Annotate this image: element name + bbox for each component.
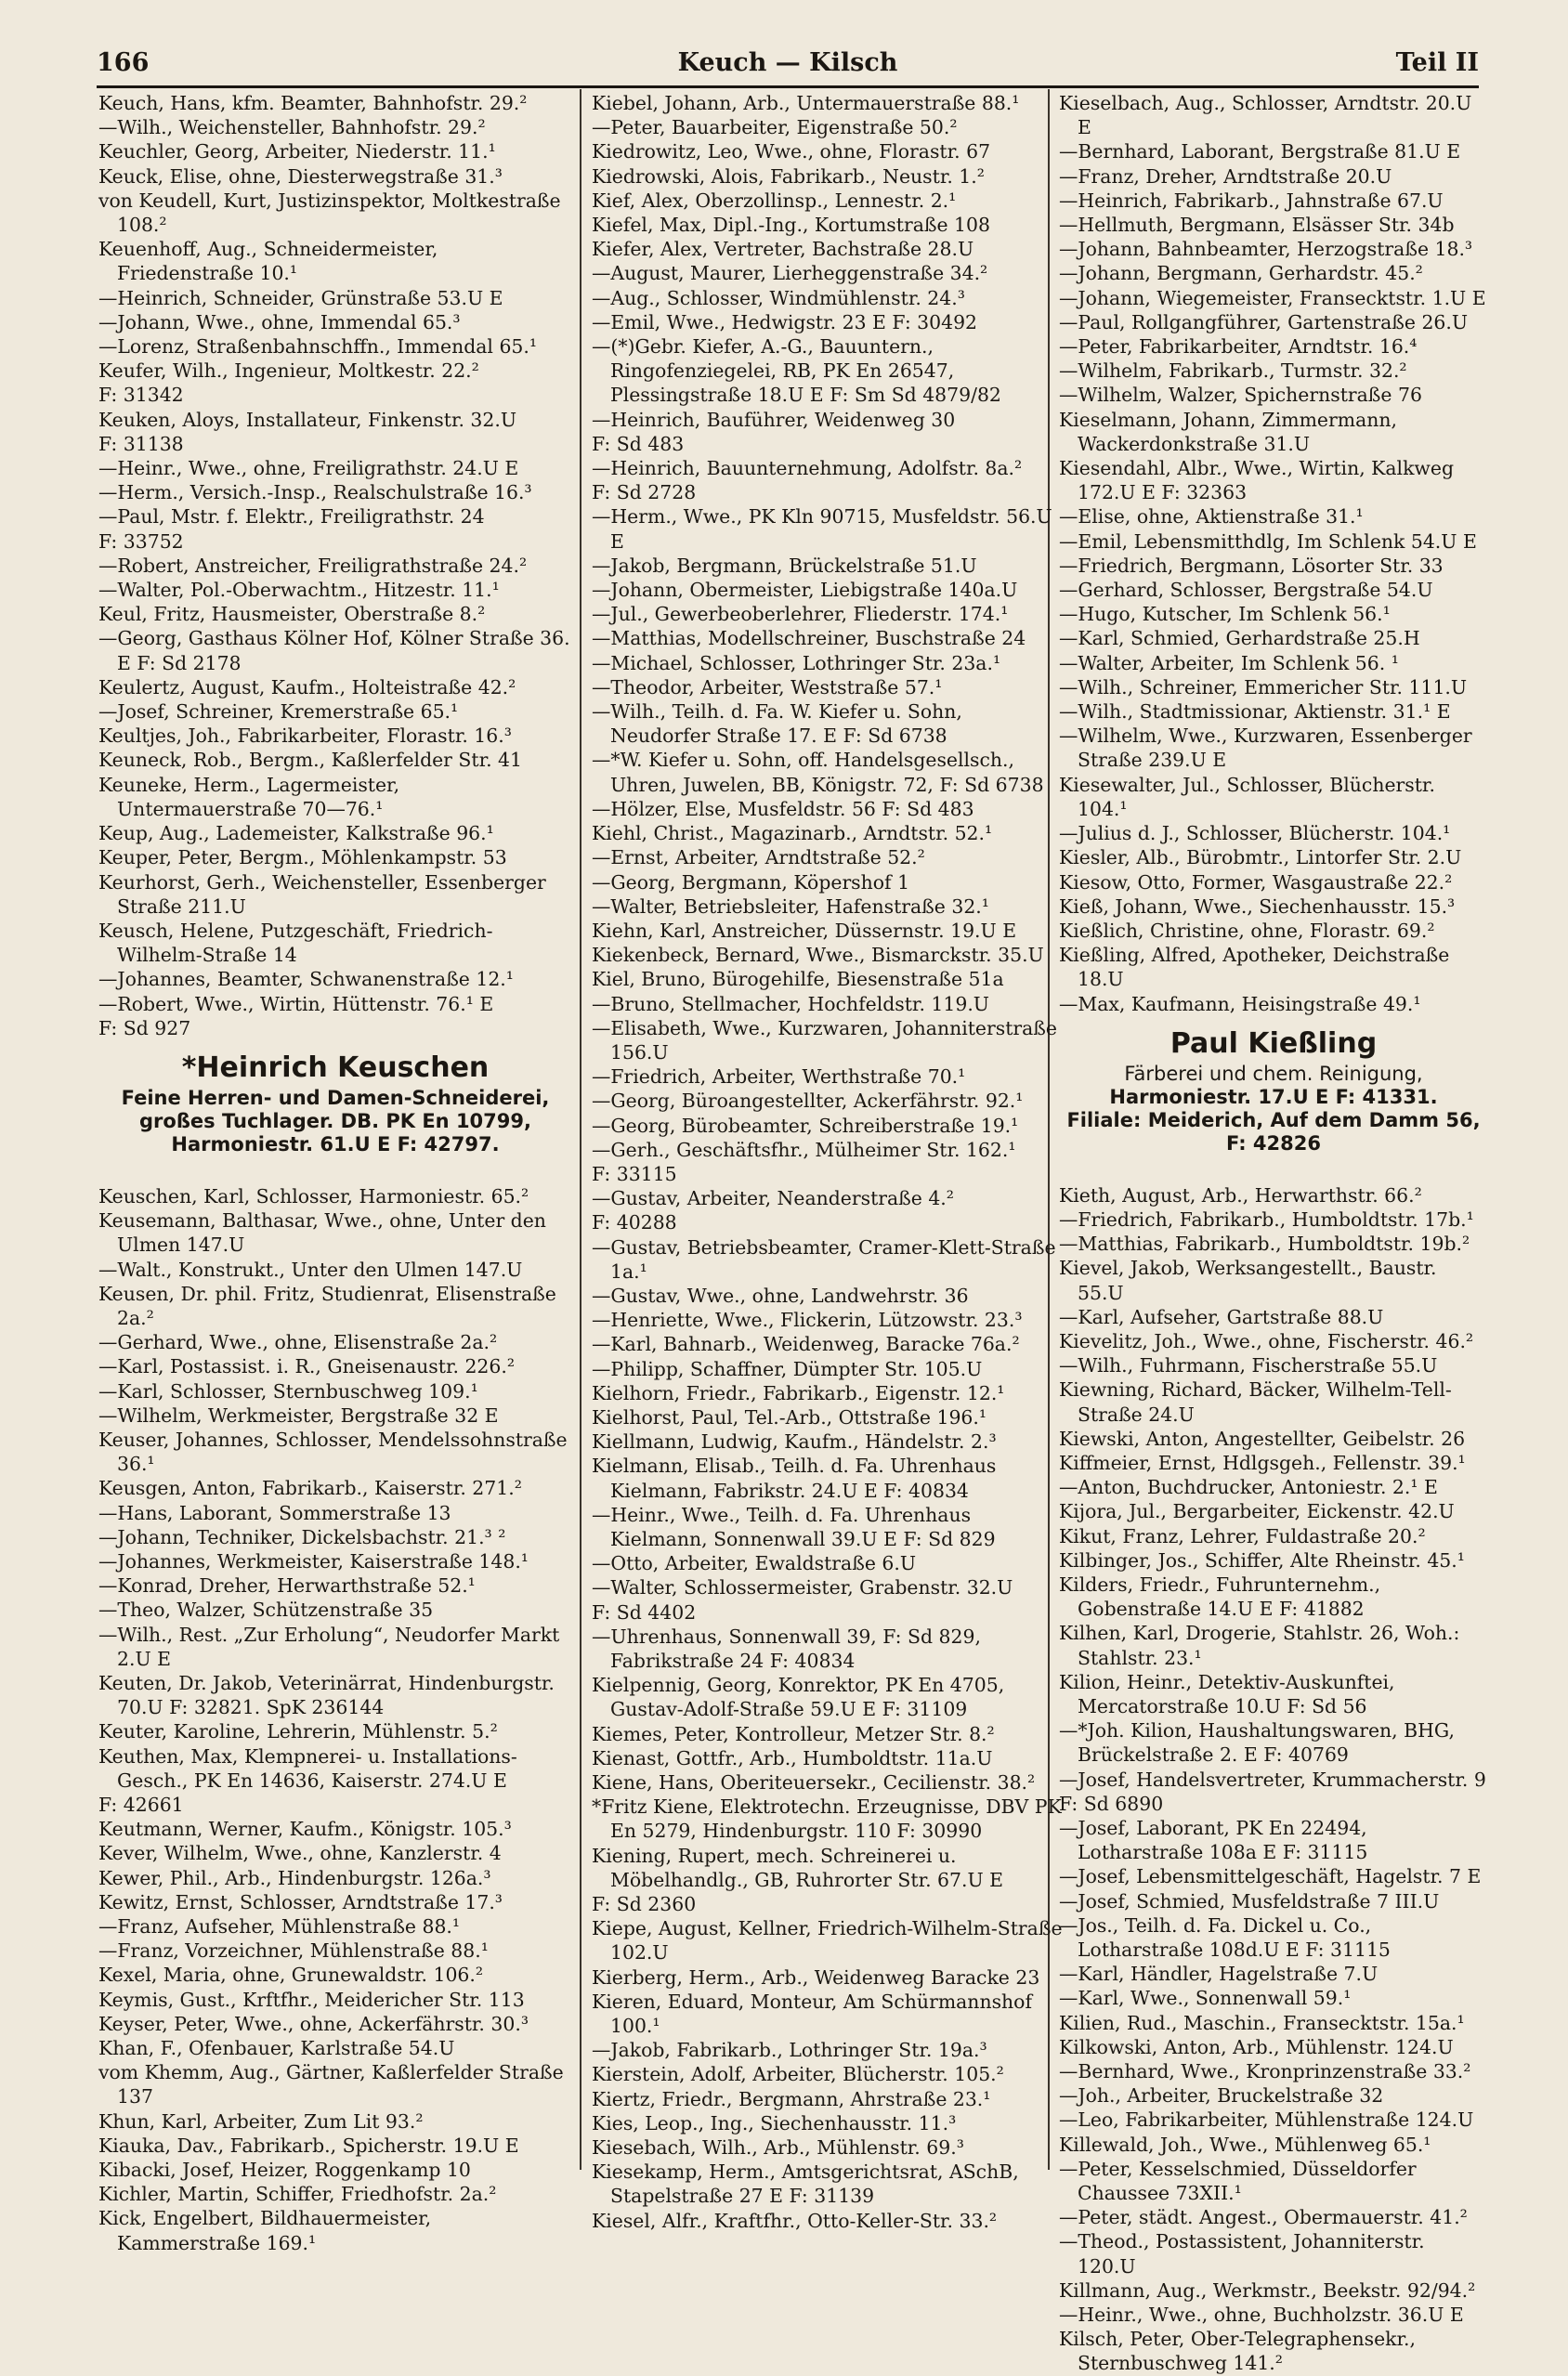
directory-entry: Kießlich, Christine, ohne, Florastr. 69.² bbox=[1059, 919, 1435, 942]
directory-entry: —Josef, Schmied, Musfeldstraße 7 III.U bbox=[1059, 1889, 1440, 1913]
directory-entry: —Friedrich, Bergmann, Lösorter Str. 33 bbox=[1059, 554, 1444, 577]
directory-entry: Kibacki, Josef, Heizer, Roggenkamp 10 bbox=[98, 2159, 471, 2182]
directory-entry: Kiesendahl, Albr., Wwe., Wirtin, Kalkweg 172.U E F: 32363 bbox=[1059, 457, 1455, 504]
directory-entry: Khun, Karl, Arbeiter, Zum Lit 93.² bbox=[98, 2109, 424, 2133]
directory-entry: Kiesewalter, Jul., Schlosser, Blücherstr. 104.¹ bbox=[1059, 773, 1435, 820]
directory-entry: Kilders, Friedr., Fuhrunternehm., Gobenstraße 14.U E F: 41882 bbox=[1059, 1573, 1381, 1621]
directory-entry: Kiefer, Alex, Vertreter, Bachstraße 28.U bbox=[592, 238, 974, 261]
directory-entry: Kiebel, Johann, Arb., Untermauerstraße 88.¹ bbox=[592, 92, 1020, 114]
directory-entry: —Georg, Büroangestellter, Ackerfährstr. 92.¹ bbox=[592, 1090, 1024, 1113]
directory-entry: —Heinr., Wwe., ohne, Freiligrathstr. 24.U E bbox=[98, 457, 519, 480]
advertisement-line: großes Tuchlager. DB. PK En 10799, bbox=[139, 1109, 531, 1132]
directory-entry: —Gerhard, Schlosser, Bergstraße 54.U bbox=[1059, 579, 1433, 602]
directory-entry: F: Sd 6890 bbox=[1059, 1792, 1164, 1815]
directory-entry: —Karl, Aufseher, Gartstraße 88.U bbox=[1059, 1305, 1384, 1328]
directory-entry: Kies, Leop., Ing., Siechenhausstr. 11.³ bbox=[592, 2111, 957, 2134]
directory-entry: Kiedrowski, Alois, Fabrikarb., Neustr. 1.² bbox=[592, 164, 985, 188]
directory-entry: —Walter, Pol.-Oberwachtm., Hitzestr. 11.¹ bbox=[98, 579, 500, 602]
directory-entry: —Theo, Walzer, Schützenstraße 35 bbox=[98, 1599, 434, 1622]
directory-entry: —Matthias, Fabrikarb., Humboldtstr. 19b.² bbox=[1059, 1233, 1470, 1256]
directory-entry: Kievel, Jakob, Werksangestellt., Baustr. 55.U bbox=[1059, 1257, 1437, 1304]
directory-entry: —Bernhard, Laborant, Bergstraße 81.U E bbox=[1059, 140, 1461, 163]
directory-entry: Kiehn, Karl, Anstreicher, Düssernstr. 19.U E bbox=[592, 919, 1017, 942]
directory-entry: —Karl, Händler, Hagelstraße 7.U bbox=[1059, 1963, 1379, 1986]
page-range: Keuch — Kilsch bbox=[677, 48, 898, 77]
directory-entry: —Heinrich, Fabrikarb., Jahnstraße 67.U bbox=[1059, 189, 1444, 212]
directory-entry: Kiertz, Friedr., Bergmann, Ahrstraße 23.¹ bbox=[592, 2087, 991, 2110]
directory-entry: Kiffmeier, Ernst, Hdlgsgeh., Fellenstr. 39.¹ bbox=[1059, 1451, 1466, 1474]
directory-entry: —Wilhelm, Wwe., Kurzwaren, Essenberger Straße 239.U E bbox=[1059, 725, 1472, 772]
directory-entry: —Walter, Arbeiter, Im Schlenk 56. ¹ bbox=[1059, 651, 1399, 674]
directory-entry: —*W. Kiefer u. Sohn, off. Handelsgesellsch., Uhren, Juwelen, BB, Königstr. 72, F: Sd 6738 bbox=[592, 749, 1044, 796]
directory-entry: Kiewning, Richard, Bäcker, Wilhelm-Tell-Straße 24.U bbox=[1059, 1378, 1452, 1426]
directory-entry: Kief, Alex, Oberzollinsp., Lennestr. 2.¹ bbox=[592, 189, 957, 212]
directory-entry: —Henriette, Wwe., Flickerin, Lützowstr. 23.³ bbox=[592, 1309, 1023, 1332]
directory-entry: —Wilh., Weichensteller, Bahnhofstr. 29.² bbox=[98, 116, 486, 139]
directory-entry: —Walter, Betriebsleiter, Hafenstraße 32.¹ bbox=[592, 894, 989, 918]
directory-entry: —Gustav, Wwe., ohne, Landwehrstr. 36 bbox=[592, 1284, 969, 1307]
directory-entry: —Wilh., Schreiner, Emmericher Str. 111.U bbox=[1059, 675, 1468, 698]
advertisement-line: Harmoniestr. 61.U E F: 42797. bbox=[171, 1132, 500, 1155]
directory-entry: Keuchler, Georg, Arbeiter, Niederstr. 11.¹ bbox=[98, 140, 496, 163]
directory-entry: —Walt., Konstrukt., Unter den Ulmen 147.U bbox=[98, 1258, 523, 1281]
directory-entry: —Robert, Wwe., Wirtin, Hüttenstr. 76.¹ E bbox=[98, 992, 494, 1015]
directory-entry: —Peter, städt. Angest., Obermauerstr. 41.² bbox=[1059, 2206, 1468, 2229]
directory-entry: —Josef, Schreiner, Kremerstraße 65.¹ bbox=[98, 700, 459, 724]
directory-entry: —Ernst, Arbeiter, Arndtstraße 52.² bbox=[592, 846, 925, 869]
directory-entry: —Leo, Fabrikarbeiter, Mühlenstraße 124.U bbox=[1059, 2108, 1474, 2132]
directory-entry: —Hellmuth, Bergmann, Elsässer Str. 34b bbox=[1059, 214, 1455, 237]
directory-entry: —Karl, Bahnarb., Weidenweg, Baracke 76a.² bbox=[592, 1333, 1020, 1356]
directory-entry: Kieth, August, Arb., Herwarthstr. 66.² bbox=[1059, 1183, 1422, 1207]
directory-entry: Kieselmann, Johann, Zimmermann, Wackerdonkstraße 31.U bbox=[1059, 408, 1397, 455]
directory-entry: Keurhorst, Gerh., Weichensteller, Essenberger Straße 211.U bbox=[98, 870, 546, 918]
directory-entry: —Emil, Lebensmitthdlg, Im Schlenk 54.U E bbox=[1059, 529, 1477, 553]
directory-entry: —Wilh., Teilh. d. Fa. W. Kiefer u. Sohn, Neudorfer Straße 17. E F: Sd 6738 bbox=[592, 700, 962, 748]
directory-entry: —Gerhard, Wwe., ohne, Elisenstraße 2a.² bbox=[98, 1331, 498, 1354]
directory-entry: —Matthias, Modellschreiner, Buschstraße 24 bbox=[592, 627, 1026, 650]
directory-entry: Kick, Engelbert, Bildhauermeister, Kammerstraße 169.¹ bbox=[98, 2207, 432, 2254]
directory-entry: Killewald, Joh., Wwe., Mühlenweg 65.¹ bbox=[1059, 2133, 1431, 2156]
directory-entry: —Paul, Mstr. f. Elektr., Freiligrathstr. 24 bbox=[98, 505, 485, 529]
directory-entry: —Gustav, Betriebsbeamter, Cramer-Klett-Straße 1a.¹ bbox=[592, 1235, 1056, 1283]
directory-entry: —Wilhelm, Werkmeister, Bergstraße 32 E bbox=[98, 1403, 499, 1427]
directory-entry: F: Sd 2728 bbox=[592, 481, 697, 504]
directory-entry: Kieselbach, Aug., Schlosser, Arndtstr. 20.U E bbox=[1059, 92, 1472, 139]
directory-entry: Kiesebach, Wilh., Arb., Mühlenstr. 69.³ bbox=[592, 2136, 964, 2160]
directory-entry: F: Sd 2360 bbox=[592, 1893, 697, 1916]
directory-entry: —Wilhelm, Walzer, Spichernstraße 76 bbox=[1059, 384, 1422, 407]
directory-entry: Kießling, Alfred, Apotheker, Deichstraße 18.U bbox=[1059, 944, 1450, 991]
section-label: Teil II bbox=[1395, 48, 1479, 77]
directory-entry: Keusen, Dr. phil. Fritz, Studienrat, Elisenstraße 2a.² bbox=[98, 1282, 556, 1329]
directory-entry: von Keudell, Kurt, Justizinspektor, Moltkestraße 108.² bbox=[98, 189, 561, 237]
directory-entry: —Paul, Rollgangführer, Gartenstraße 26.U bbox=[1059, 310, 1469, 333]
directory-entry: Keusch, Helene, Putzgeschäft, Friedrich-Wilhelm-Straße 14 bbox=[98, 919, 493, 967]
directory-entry: —(*)Gebr. Kiefer, A.-G., Bauuntern., Ringofenziegelei, RB, PK En 26547, Plessingstraße 18.U E F: Sm Sd 4879/82 bbox=[592, 335, 1001, 407]
directory-entry: —Karl, Schlosser, Sternbuschweg 109.¹ bbox=[98, 1379, 478, 1403]
directory-entry: —Johann, Obermeister, Liebigstraße 140a.U bbox=[592, 579, 1018, 602]
directory-entry: —Heinrich, Bauunternehmung, Adolfstr. 8a.² bbox=[592, 457, 1023, 480]
advertisement-line: F: 42826 bbox=[1226, 1131, 1321, 1155]
directory-entry: —Wilh., Fuhrmann, Fischerstraße 55.U bbox=[1059, 1354, 1438, 1377]
directory-entry: Kiepe, August, Kellner, Friedrich-Wilhelm-Straße 102.U bbox=[592, 1917, 1063, 1965]
directory-entry: —Heinr., Wwe., Teilh. d. Fa. Uhrenhaus Kielmann, Sonnenwall 39.U E F: Sd 829 bbox=[592, 1503, 996, 1550]
advertisement-line: Feine Herren- und Damen-Schneiderei, bbox=[121, 1086, 550, 1109]
directory-entry: —Elisabeth, Wwe., Kurzwaren, Johanniterstraße 156.U bbox=[592, 1016, 1057, 1064]
directory-entry: Kieß, Johann, Wwe., Siechenhausstr. 15.³ bbox=[1059, 894, 1456, 918]
directory-entry: —Heinr., Wwe., ohne, Buchholzstr. 36.U E bbox=[1059, 2304, 1464, 2327]
advertisement-title: *Heinrich Keuschen bbox=[181, 1051, 490, 1084]
directory-entry: F: Sd 927 bbox=[98, 1016, 191, 1039]
directory-entry: Kilbinger, Jos., Schiffer, Alte Rheinstr. 45.¹ bbox=[1059, 1548, 1465, 1572]
directory-entry: Keuken, Aloys, Installateur, Finkenstr. 32.U bbox=[98, 408, 517, 431]
directory-entry: Keuch, Hans, kfm. Beamter, Bahnhofstr. 29.² bbox=[98, 92, 528, 114]
directory-entry: —Jakob, Bergmann, Brückelstraße 51.U bbox=[592, 554, 977, 577]
directory-entry: —Gustav, Arbeiter, Neanderstraße 4.² bbox=[592, 1187, 954, 1210]
directory-entry: Kiene, Hans, Oberiteuersekr., Cecilienstr. 38.² bbox=[592, 1771, 1036, 1795]
directory-entry: —Josef, Lebensmittelgeschäft, Hagelstr. 7 E bbox=[1059, 1865, 1482, 1888]
advertisement-title: Paul Kießling bbox=[1169, 1026, 1378, 1060]
directory-entry: Kievelitz, Joh., Wwe., ohne, Fischerstr. 46.² bbox=[1059, 1329, 1474, 1352]
directory-entry: Kiemes, Peter, Kontrolleur, Metzer Str. 8.² bbox=[592, 1722, 995, 1745]
directory-entry: —Jos., Teilh. d. Fa. Dickel u. Co., Lotharstraße 108d.U E F: 31115 bbox=[1059, 1913, 1391, 1962]
directory-entry: Kielhorn, Friedr., Fabrikarb., Eigenstr. 12.¹ bbox=[592, 1381, 1005, 1404]
directory-entry: Kiauka, Dav., Fabrikarb., Spicherstr. 19.U E bbox=[98, 2134, 519, 2157]
directory-entry: —Wilhelm, Fabrikarb., Turmstr. 32.² bbox=[1059, 359, 1407, 383]
directory-entry: —Jakob, Fabrikarb., Lothringer Str. 19a.³ bbox=[592, 2039, 987, 2062]
directory-entry: F: 33115 bbox=[592, 1162, 677, 1185]
directory-entry: Kiellmann, Ludwig, Kaufm., Händelstr. 2.³ bbox=[592, 1430, 997, 1454]
directory-entry: Keuschen, Karl, Schlosser, Harmoniestr. 65.² bbox=[98, 1184, 529, 1208]
directory-entry: Keuthen, Max, Klempnerei- u. Installations-Gesch., PK En 14636, Kaiserstr. 274.U E bbox=[98, 1744, 517, 1792]
directory-entry: Kexel, Maria, ohne, Grunewaldstr. 106.² bbox=[98, 1964, 484, 1987]
directory-entry: Kiening, Rupert, mech. Schreinerei u. Möbelhandlg., GB, Ruhrorter Str. 67.U E bbox=[592, 1844, 1004, 1891]
directory-entry: Kiesel, Alfr., Kraftfhr., Otto-Keller-Str. 33.² bbox=[592, 2209, 998, 2232]
directory-entry: —Peter, Kesselschmied, Düsseldorfer Chaussee 73XII.¹ bbox=[1059, 2157, 1417, 2205]
directory-entry: Keuper, Peter, Bergm., Möhlenkampstr. 53 bbox=[98, 846, 507, 869]
directory-entry: —Konrad, Dreher, Herwarthstraße 52.¹ bbox=[98, 1574, 476, 1598]
advertisement bbox=[98, 1050, 572, 1156]
directory-entry: —Josef, Laborant, PK En 22494, Lotharstraße 108a E F: 31115 bbox=[1059, 1817, 1368, 1864]
directory-entry: —Walter, Schlossermeister, Grabenstr. 32.U bbox=[592, 1576, 1013, 1599]
advertisement-line: Harmoniestr. 17.U E F: 41331. bbox=[1109, 1085, 1438, 1108]
directory-entry: Keuneke, Herm., Lagermeister, Untermauerstraße 70—76.¹ bbox=[98, 773, 400, 820]
directory-entry: Keup, Aug., Lademeister, Kalkstraße 96.¹ bbox=[98, 822, 494, 845]
column-1 bbox=[98, 91, 572, 2254]
column-divider bbox=[580, 89, 581, 2170]
directory-entry: Keymis, Gust., Krftfhr., Meidericher Str. 113 bbox=[98, 1988, 525, 2011]
directory-entry: —Johann, Techniker, Dickelsbachstr. 21.³ ² bbox=[98, 1525, 506, 1548]
directory-entry: —Wilh., Rest. „Zur Erholung“, Neudorfer Markt 2.U E bbox=[98, 1623, 560, 1670]
directory-entry: Kiel, Bruno, Bürogehilfe, Biesenstraße 51a bbox=[592, 968, 1004, 991]
directory-entry: —Johann, Wiegemeister, Fransecktstr. 1.U E bbox=[1059, 286, 1486, 309]
page-number: 166 bbox=[97, 48, 150, 77]
directory-entry: Keul, Fritz, Hausmeister, Oberstraße 8.² bbox=[98, 603, 486, 626]
directory-entry: F: 31342 bbox=[98, 384, 184, 407]
directory-entry: —Karl, Postassist. i. R., Gneisenaustr. 226.² bbox=[98, 1355, 516, 1378]
directory-entry: Kiesler, Alb., Bürobmtr., Lintorfer Str. 2.U bbox=[1059, 846, 1462, 869]
column-3 bbox=[1059, 91, 1488, 2375]
directory-entry: —Robert, Anstreicher, Freiligrathstraße 24.² bbox=[98, 554, 528, 577]
directory-entry: —Karl, Schmied, Gerhardstraße 25.H bbox=[1059, 627, 1420, 650]
directory-entry: Kilion, Heinr., Detektiv-Auskunftei, Mercatorstraße 10.U F: Sd 56 bbox=[1059, 1670, 1395, 1717]
directory-entry: —Max, Kaufmann, Heisingstraße 49.¹ bbox=[1059, 992, 1421, 1015]
directory-entry: —Hölzer, Else, Musfeldstr. 56 F: Sd 483 bbox=[592, 797, 974, 820]
directory-entry: —Joh., Arbeiter, Bruckelstraße 32 bbox=[1059, 2084, 1384, 2108]
directory-entry: —Heinrich, Bauführer, Weidenweg 30 bbox=[592, 408, 956, 431]
directory-entry: vom Khemm, Aug., Gärtner, Kaßlerfelder Straße 137 bbox=[98, 2061, 564, 2108]
directory-entry: Kiesow, Otto, Former, Wasgaustraße 22.² bbox=[1059, 870, 1453, 894]
directory-entry: —Friedrich, Arbeiter, Werthstraße 70.¹ bbox=[592, 1065, 966, 1089]
directory-entry: —Johannes, Beamter, Schwanenstraße 12.¹ bbox=[98, 968, 514, 991]
directory-entry: F: 40288 bbox=[592, 1211, 677, 1234]
directory-entry: —Anton, Buchdrucker, Antoniestr. 2.¹ E bbox=[1059, 1476, 1438, 1499]
directory-entry: —Elise, ohne, Aktienstraße 31.¹ bbox=[1059, 505, 1364, 529]
directory-entry: Keuenhoff, Aug., Schneidermeister, Friedenstraße 10.¹ bbox=[98, 238, 438, 285]
directory-entry: Kiewski, Anton, Angestellter, Geibelstr. 26 bbox=[1059, 1427, 1466, 1450]
directory-entry: F: Sd 483 bbox=[592, 432, 685, 455]
directory-entry: Kilsch, Peter, Ober-Telegraphensekr., Sternbuschweg 141.² bbox=[1059, 2328, 1416, 2375]
directory-entry: Killmann, Aug., Werkmstr., Beekstr. 92/94.² bbox=[1059, 2278, 1476, 2302]
directory-entry: —Herm., Wwe., PK Kln 90715, Musfeldstr. 56.U E bbox=[592, 505, 1052, 553]
directory-entry: Keuser, Johannes, Schlosser, Mendelssohnstraße 36.¹ bbox=[98, 1428, 568, 1476]
directory-entry: Kiedrowitz, Leo, Wwe., ohne, Florastr. 67 bbox=[592, 140, 991, 163]
directory-entry: —Franz, Dreher, Arndtstraße 20.U bbox=[1059, 164, 1392, 188]
directory-entry: Kever, Wilhelm, Wwe., ohne, Kanzlerstr. 4 bbox=[98, 1842, 502, 1865]
directory-entry: —Julius d. J., Schlosser, Blücherstr. 104.¹ bbox=[1059, 822, 1451, 845]
directory-entry: Kielhorst, Paul, Tel.-Arb., Ottstraße 196.¹ bbox=[592, 1405, 987, 1429]
directory-entry: —*Joh. Kilion, Haushaltungswaren, BHG, Brückelstraße 2. E F: 40769 bbox=[1059, 1719, 1455, 1767]
directory-entry: —Wilh., Stadtmissionar, Aktienstr. 31.¹ E bbox=[1059, 700, 1451, 724]
directory-entry: F: 42661 bbox=[98, 1794, 184, 1816]
directory-entry: Kierberg, Herm., Arb., Weidenweg Baracke 23 bbox=[592, 1965, 1040, 1989]
directory-entry: —Philipp, Schaffner, Dümpter Str. 105.U bbox=[592, 1357, 983, 1380]
directory-entry: —Johann, Bahnbeamter, Herzogstraße 18.³ bbox=[1059, 238, 1473, 261]
directory-entry: —Josef, Handelsvertreter, Krummacherstr. 9 bbox=[1059, 1768, 1486, 1791]
directory-entry: Keuneck, Rob., Bergm., Kaßlerfelder Str. 41 bbox=[98, 749, 522, 772]
running-head bbox=[97, 45, 1479, 82]
directory-entry: —Michael, Schlosser, Lothringer Str. 23a.¹ bbox=[592, 651, 1001, 674]
directory-entry: —Franz, Aufseher, Mühlenstraße 88.¹ bbox=[98, 1915, 461, 1939]
directory-entry: Kikut, Franz, Lehrer, Fuldastraße 20.² bbox=[1059, 1524, 1426, 1547]
directory-entry: F: 31138 bbox=[98, 432, 184, 455]
directory-entry: Kiefel, Max, Dipl.-Ing., Kortumstraße 108 bbox=[592, 214, 990, 237]
directory-entry: —Bernhard, Wwe., Kronprinzenstraße 33.² bbox=[1059, 2060, 1471, 2083]
directory-entry: Keusemann, Balthasar, Wwe., ohne, Unter den Ulmen 147.U bbox=[98, 1209, 546, 1257]
directory-entry: —Johannes, Werkmeister, Kaiserstraße 148.¹ bbox=[98, 1549, 529, 1573]
directory-entry: Kielmann, Elisab., Teilh. d. Fa. Uhrenhaus Kielmann, Fabrikstr. 24.U E F: 40834 bbox=[592, 1455, 997, 1502]
advertisement bbox=[1059, 1025, 1488, 1155]
directory-entry: Kiesekamp, Herm., Amtsgerichtsrat, ASchB, Stapelstraße 27 E F: 31139 bbox=[592, 2161, 1019, 2208]
directory-entry: —Emil, Wwe., Hedwigstr. 23 E F: 30492 bbox=[592, 310, 978, 333]
directory-entry: —Bruno, Stellmacher, Hochfeldstr. 119.U bbox=[592, 992, 989, 1015]
directory-entry: *Fritz Kiene, Elektrotechn. Erzeugnisse, DBV PK En 5279, Hindenburgstr. 110 F: 30990 bbox=[592, 1795, 1062, 1843]
directory-entry: —Hans, Laborant, Sommerstraße 13 bbox=[98, 1501, 451, 1524]
directory-entry: Kewer, Phil., Arb., Hindenburgstr. 126a.³ bbox=[98, 1866, 491, 1889]
directory-entry: Keufer, Wilh., Ingenieur, Moltkestr. 22.² bbox=[98, 359, 479, 383]
directory-entry: —Aug., Schlosser, Windmühlenstr. 24.³ bbox=[592, 286, 965, 309]
directory-entry: —Herm., Versich.-Insp., Realschulstraße 16.³ bbox=[98, 481, 532, 504]
advertisement-line: Färberei und chem. Reinigung, bbox=[1124, 1062, 1423, 1085]
directory-entry: —Otto, Arbeiter, Ewaldstraße 6.U bbox=[592, 1552, 917, 1575]
directory-entry: —Friedrich, Fabrikarb., Humboldtstr. 17b.¹ bbox=[1059, 1208, 1474, 1231]
directory-entry: Kilien, Rud., Maschin., Fransecktstr. 15a.¹ bbox=[1059, 2011, 1465, 2034]
directory-entry: —Jul., Gewerbeoberlehrer, Fliederstr. 174.¹ bbox=[592, 603, 1009, 626]
directory-entry: —Peter, Fabrikarbeiter, Arndtstr. 16.⁴ bbox=[1059, 335, 1418, 359]
directory-entry: —Theodor, Arbeiter, Weststraße 57.¹ bbox=[592, 675, 943, 698]
directory-entry: Kewitz, Ernst, Schlosser, Arndtstraße 17.³ bbox=[98, 1890, 503, 1913]
directory-entry: —Johann, Wwe., ohne, Immendal 65.³ bbox=[98, 310, 461, 333]
directory-entry: Keulertz, August, Kaufm., Holteistraße 42.² bbox=[98, 675, 516, 698]
directory-entry: Kiekenbeck, Bernard, Wwe., Bismarckstr. 35.U bbox=[592, 944, 1044, 967]
directory-entry: Keuter, Karoline, Lehrerin, Mühlenstr. 5.² bbox=[98, 1720, 498, 1743]
header-rule bbox=[97, 85, 1479, 88]
directory-entry: Kiehl, Christ., Magazinarb., Arndtstr. 52.¹ bbox=[592, 822, 993, 845]
directory-entry: Kilhen, Karl, Drogerie, Stahlstr. 26, Woh.: Stahlstr. 23.¹ bbox=[1059, 1622, 1460, 1669]
directory-entry: Kierstein, Adolf, Arbeiter, Blücherstr. 105.² bbox=[592, 2063, 1004, 2086]
directory-entry: Keuck, Elise, ohne, Diesterwegstraße 31.³ bbox=[98, 164, 503, 188]
advertisement-line: Filiale: Meiderich, Auf dem Damm 56, bbox=[1066, 1108, 1481, 1131]
directory-entry: Kilkowski, Anton, Arb., Mühlenstr. 124.U bbox=[1059, 2035, 1454, 2058]
directory-entry: Kielpennig, Georg, Konrektor, PK En 4705, Gustav-Adolf-Straße 59.U E F: 31109 bbox=[592, 1674, 1005, 1721]
column-2 bbox=[592, 91, 1065, 2232]
directory-entry: —Heinrich, Schneider, Grünstraße 53.U E bbox=[98, 286, 503, 309]
directory-entry: —Franz, Vorzeichner, Mühlenstraße 88.¹ bbox=[98, 1939, 489, 1963]
directory-entry: Kienast, Gottfr., Arb., Humboldtstr. 11a.U bbox=[592, 1746, 993, 1769]
directory-entry: Keutmann, Werner, Kaufm., Königstr. 105.³ bbox=[98, 1818, 512, 1841]
directory-entry: —Johann, Bergmann, Gerhardstr. 45.² bbox=[1059, 262, 1423, 285]
directory-entry: —Lorenz, Straßenbahnschffn., Immendal 65.¹ bbox=[98, 335, 538, 359]
directory-entry: Kieren, Eduard, Monteur, Am Schürmannshof 100.¹ bbox=[592, 1990, 1032, 2038]
directory-entry: —Hugo, Kutscher, Im Schlenk 56.¹ bbox=[1059, 603, 1391, 626]
directory-entry: —Theod., Postassistent, Johanniterstr. 120.U bbox=[1059, 2230, 1425, 2278]
directory-entry: F: Sd 4402 bbox=[592, 1600, 697, 1624]
directory-entry: —Georg, Bergmann, Köpershof 1 bbox=[592, 870, 910, 894]
directory-entry: Keuten, Dr. Jakob, Veterinärrat, Hindenburgstr. 70.U F: 32821. SpK 236144 bbox=[98, 1671, 555, 1719]
directory-entry: —Georg, Bürobeamter, Schreiberstraße 19.¹ bbox=[592, 1114, 1019, 1137]
directory-entry: Khan, F., Ofenbauer, Karlstraße 54.U bbox=[98, 2037, 455, 2060]
directory-entry: —August, Maurer, Lierheggenstraße 34.² bbox=[592, 262, 988, 285]
directory-entry: —Georg, Gasthaus Kölner Hof, Kölner Straße 36. E F: Sd 2178 bbox=[98, 627, 570, 674]
directory-entry: F: 33752 bbox=[98, 529, 184, 553]
directory-entry: Kijora, Jul., Bergarbeiter, Eickenstr. 42.U bbox=[1059, 1500, 1455, 1523]
directory-entry: —Peter, Bauarbeiter, Eigenstraße 50.² bbox=[592, 116, 958, 139]
directory-entry: Keyser, Peter, Wwe., ohne, Ackerfährstr. 30.³ bbox=[98, 2012, 529, 2035]
directory-entry: —Gerh., Geschäftsfhr., Mülheimer Str. 162.¹ bbox=[592, 1138, 1016, 1161]
directory-entry: Keusgen, Anton, Fabrikarb., Kaiserstr. 271.² bbox=[98, 1477, 522, 1500]
directory-entry: —Karl, Wwe., Sonnenwall 59.¹ bbox=[1059, 1987, 1352, 2010]
directory-entry: —Uhrenhaus, Sonnenwall 39, F: Sd 829, Fabrikstraße 24 F: 40834 bbox=[592, 1625, 981, 1672]
directory-entry: Keultjes, Joh., Fabrikarbeiter, Florastr. 16.³ bbox=[98, 725, 512, 748]
directory-entry: Kichler, Martin, Schiffer, Friedhofstr. 2a.² bbox=[98, 2183, 497, 2206]
